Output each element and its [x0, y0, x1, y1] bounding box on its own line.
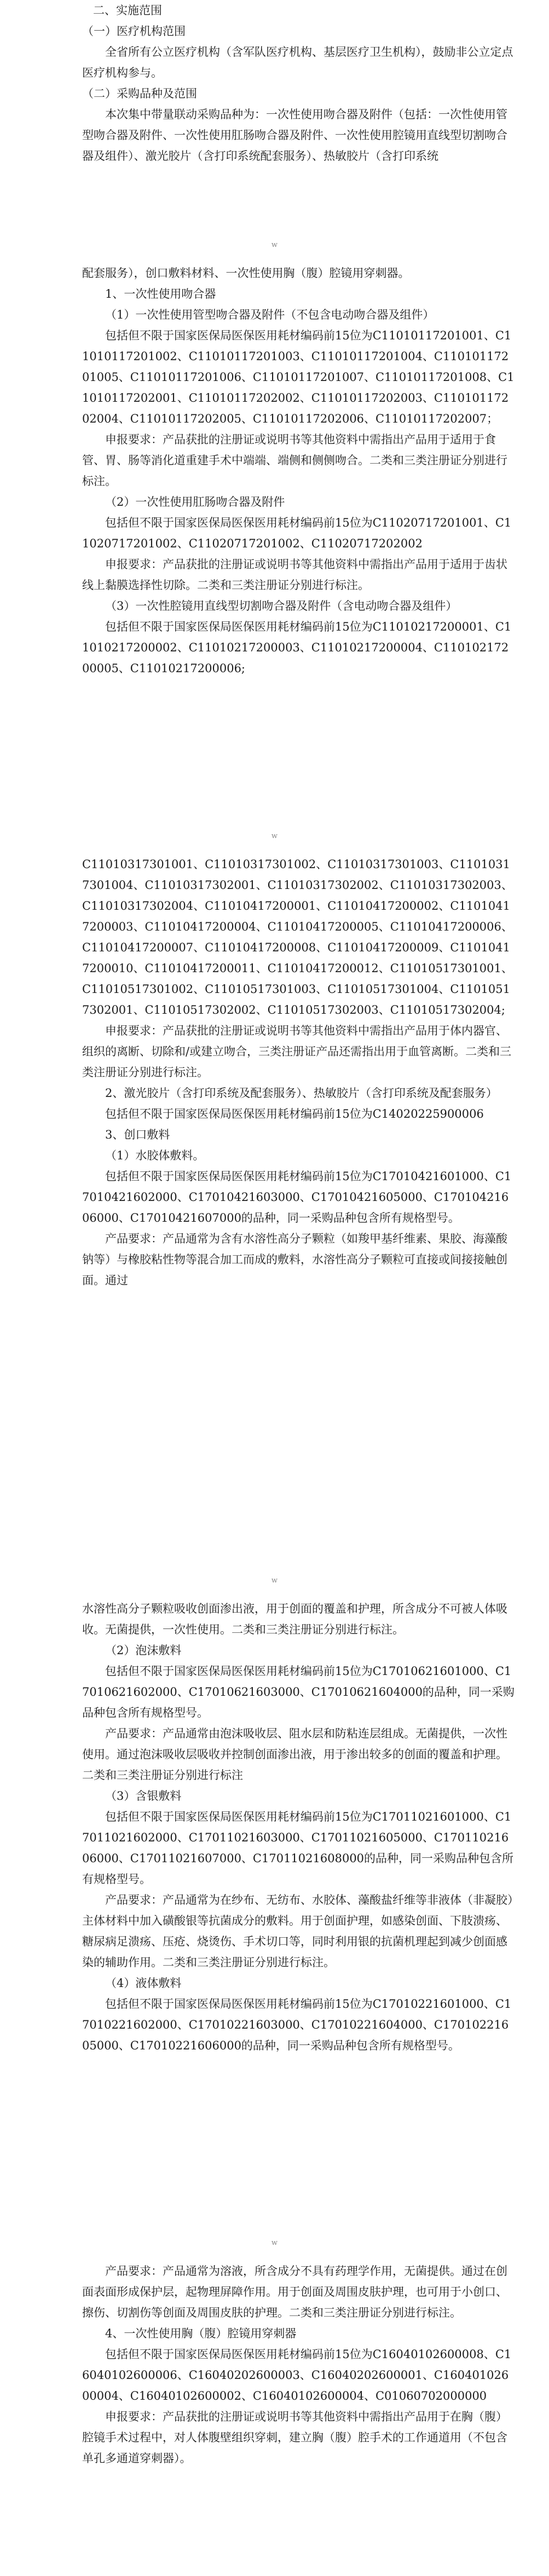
page-separator: w — [271, 1576, 278, 1585]
subheading-silver: （3）含银敷料 — [105, 1789, 182, 1803]
requirement-trocar: 申报要求：产品获批的注册证或说明书等其他资料中需指出产品用于在胸（腹）腔镜手术过程中，对人体腹壁组织穿刺，建立胸（腹）腔手术的工作通道用（不包含单孔多通道穿刺器）。 — [82, 2410, 507, 2465]
heading-dressing: 3、创口敷料 — [105, 1128, 170, 1141]
codes-linear-stapler: 包括但不限于国家医保局医保医用耗材编码前15位为C11010217200001、C11010217200002、C11010217200003、C11010217200004、C11010217200005、C11010217200006; — [82, 620, 512, 675]
requirement-linear-stapler: 申报要求：产品获批的注册证或说明书等其他资料中需指出产品用于体内器官、组织的离断、切除和/或建立吻合，三类注册证产品还需指出用于血管离断。二类和三类注册证分别进行标注。 — [82, 1024, 512, 1079]
heading-stapler: 1、一次性使用吻合器 — [105, 287, 216, 301]
heading-implementation-scope: 二、实施范围 — [93, 4, 162, 17]
requirement-tubular-stapler: 申报要求：产品获批的注册证或说明书等其他资料中需指出产品用于适用于食管、胃、肠等消化道重建手术中端端、端侧和侧侧吻合。二类和三类注册证分别进行标注。 — [82, 433, 507, 488]
subheading-tubular-stapler: （1）一次性使用管型吻合器及附件（不包含电动吻合器及组件） — [105, 308, 435, 321]
page-separator: w — [271, 2239, 278, 2247]
subheading-liquid: （4）液体敷料 — [105, 1977, 182, 1990]
subheading-institutions: （一）医疗机构范围 — [82, 25, 186, 38]
section-2 — [82, 263, 515, 679]
requirement-foam: 产品要求：产品通常由泡沫吸收层、阻水层和防粘连层组成。无菌提供，一次性使用。通过泡沫吸收层吸收并控制创面渗出液，用于渗出较多的创面的覆盖和护理。二类和三类注册证分别进行标注 — [82, 1727, 507, 1782]
paragraph-institutions: 全省所有公立医疗机构（含军队医疗机构、基层医疗卫生机构），鼓励非公立定点医疗机构参与。 — [82, 45, 513, 79]
subheading-foam: （2）泡沫敷料 — [105, 1644, 182, 1657]
section-1 — [82, 0, 515, 166]
codes-liquid: 包括但不限于国家医保局医保医用耗材编码前15位为C17010221601000、C17010221602000、C17010221603000、C17010221604000、C17010221605000、C17010221606000的品种，同一采购品种包含所有规格型号。 — [82, 1997, 512, 2052]
section-4 — [82, 1598, 515, 2056]
codes-silver: 包括但不限于国家医保局医保医用耗材编码前15位为C17011021601000、C17011021602000、C17011021603000、C17011021605000、C17011021606000、C17011021607000、C17011021608000的品种，同一采购品种包含所有规格型号。 — [82, 1810, 514, 1886]
section-5 — [82, 2261, 515, 2469]
requirement-hydrocolloid-continued: 水溶性高分子颗粒吸收创面渗出液，用于创面的覆盖和护理，所含成分不可被人体吸收。无菌提供，一次性使用。二类和三类注册证分别进行标注。 — [82, 1602, 507, 1636]
requirement-silver: 产品要求：产品通常为在纱布、无纺布、水胶体、藻酸盐纤维等非液体（非凝胶）主体材料中加入磺酸银等抗菌成分的敷料。用于创面护理，如感染创面、下肢溃疡、糖尿病足溃疡、压疮、烧烫伤、手术切口等，同时利用银的抗菌机理起到减少创面感染的辅助作用。二类和三类注册证分别进行标注。 — [82, 1893, 513, 1969]
requirement-hydrocolloid: 产品要求：产品通常为含有水溶性高分子颗粒（如羧甲基纤维素、果胶、海藻酸钠等）与橡胶粘性物等混合加工而成的敷料，水溶性高分子颗粒可直接或间接接触创面。通过 — [82, 1232, 507, 1287]
heading-trocar: 4、一次性使用胸（腹）腔镜用穿刺器 — [105, 2327, 297, 2340]
requirement-anorectal-stapler: 申报要求：产品获批的注册证或说明书等其他资料中需指出产品用于适用于齿状线上黏膜选择性切除。二类和三类注册证分别进行标注。 — [82, 558, 507, 592]
page-separator: w — [271, 241, 278, 249]
subheading-linear-stapler: （3）一次性腔镜用直线型切割吻合器及附件（含电动吻合器及组件） — [105, 599, 458, 613]
section-3 — [82, 854, 515, 1291]
codes-linear-stapler-continued: C11010317301001、C11010317301002、C11010317301003、C11010317301004、C11010317302001、C11010317302002、C11010317302003、C11010317302004、C11010417200001、C11010417200002、C11010417200003、C11010417200004、C11010417200005、C11010417200006、C11010417200007、C11010417200008、C11010417200009、C11010417200010、C11010417200011、C11010417200012、C11010517301001、C11010517301002、C11010517301003、C11010517301004、C11010517302001、C11010517302002、C11010517302003、C11010517302004; — [82, 858, 513, 1016]
codes-hydrocolloid: 包括但不限于国家医保局医保医用耗材编码前15位为C17010421601000、C17010421602000、C17010421603000、C17010421605000、C17010421606000、C17010421607000的品种，同一采购品种包含所有规格型号。 — [82, 1170, 512, 1225]
codes-foam: 包括但不限于国家医保局医保医用耗材编码前15位为C17010621601000、C17010621602000、C17010621603000、C17010621604000的品种，同一采购品种包含所有规格型号。 — [82, 1665, 515, 1719]
heading-film: 2、激光胶片（含打印系统及配套服务）、热敏胶片（含打印系统及配套服务） — [105, 1087, 498, 1100]
requirement-liquid: 产品要求：产品通常为溶液，所含成分不具有药理学作用，无菌提供。通过在创面表面形成保护层，起物理屏障作用。用于创面及周围皮肤护理，也可用于小创口、擦伤、切割伤等创面及周围皮肤的护理。二类和三类注册证分别进行标注。 — [82, 2265, 507, 2319]
page-separator: w — [271, 832, 278, 840]
codes-trocar: 包括但不限于国家医保局医保医用耗材编码前15位为C16040102600008、C16040102600006、C16040202600003、C16040202600001、C16040102600004、C16040102600002、C16040102600004、C01060702000000 — [82, 2348, 512, 2402]
codes-film: 包括但不限于国家医保局医保医用耗材编码前15位为C14020225900006 — [105, 1107, 484, 1120]
subheading-hydrocolloid: （1）水胶体敷料。 — [105, 1149, 205, 1162]
codes-tubular-stapler: 包括但不限于国家医保局医保医用耗材编码前15位为C11010117201001、C11010117201002、C11010117201003、C11010117201004、C11010117201005、C11010117201006、C11010117201007、C11010117201008、C11010117202001、C11010117202002、C11010117202003、C11010117202004、C11010117202005、C11010117202006、C11010117202007； — [82, 329, 515, 425]
paragraph-products-continued: 配套服务），创口敷料材料、一次性使用胸（腹）腔镜用穿刺器。 — [82, 267, 410, 280]
paragraph-products: 本次集中带量联动采购品种为：一次性使用吻合器及附件（包括：一次性使用管型吻合器及附件、一次性使用肛肠吻合器及附件、一次性使用腔镜用直线型切割吻合器及组件）、激光胶片（含打印系统配套服务）、热敏胶片（含打印系统 — [82, 108, 507, 163]
subheading-anorectal-stapler: （2）一次性使用肛肠吻合器及附件 — [105, 495, 285, 509]
codes-anorectal-stapler: 包括但不限于国家医保局医保医用耗材编码前15位为C11020717201001、C11020717201002、C11020717201002、C11020717202002 — [82, 516, 512, 550]
subheading-products: （二）采购品种及范围 — [82, 87, 197, 100]
